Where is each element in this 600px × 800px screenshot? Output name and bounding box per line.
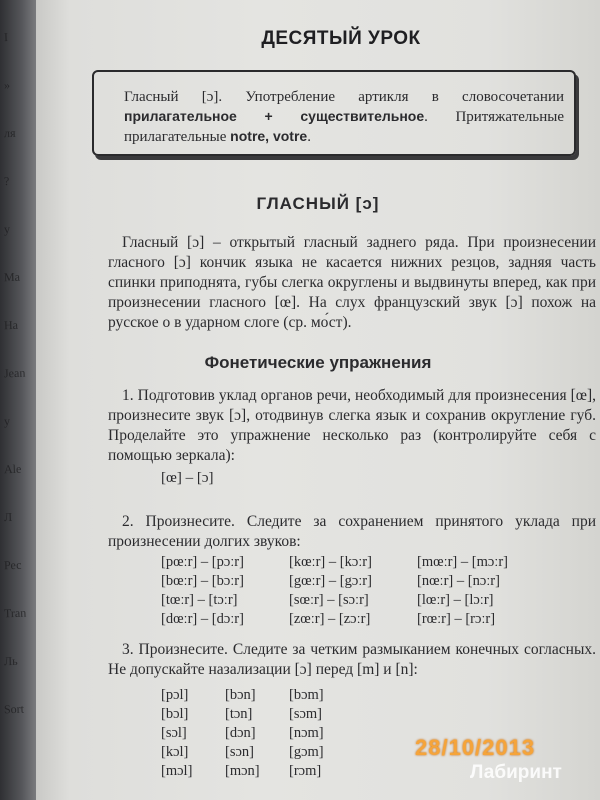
margin-fragment: Jean bbox=[3, 365, 26, 381]
transcription-word: [bɔm] bbox=[289, 687, 324, 703]
exercise-2 bbox=[108, 512, 596, 552]
summary-segment: Гласный [ɔ]. Употребление артикля в словосочетании bbox=[124, 89, 564, 105]
margin-fragment: у bbox=[3, 221, 11, 237]
sound-pair: [sœːr] – [sɔːr] bbox=[289, 592, 369, 608]
summary-segment: . Притяжательные прилагательные bbox=[124, 109, 564, 145]
transcription-word: [tɔn] bbox=[225, 706, 253, 722]
margin-fragment: Ha bbox=[3, 317, 19, 333]
transcription-word: [bɔl] bbox=[161, 706, 189, 722]
sound-pair: [nœːr] – [nɔːr] bbox=[417, 573, 500, 589]
margin-fragment: Ма bbox=[3, 269, 21, 285]
sound-pair: [tœːr] – [tɔːr] bbox=[161, 592, 238, 608]
lesson-summary-text bbox=[124, 88, 564, 147]
transcription-word: [mɔn] bbox=[225, 763, 260, 779]
sound-pair: [gœːr] – [gɔːr] bbox=[289, 573, 372, 589]
sound-pair: [lœːr] – [lɔːr] bbox=[417, 592, 494, 608]
pairs-row bbox=[161, 554, 600, 573]
words-row bbox=[161, 725, 353, 744]
transcription-word: [gɔm] bbox=[289, 744, 324, 760]
sound-pair: [rœːr] – [rɔːr] bbox=[417, 611, 496, 627]
book-page bbox=[36, 0, 600, 800]
lesson-title: ДЕСЯТЫЙ УРОК bbox=[261, 28, 421, 49]
exercise-1-text: 1. Подготовив уклад органов речи, необходимый для произнесения [œ], произнесите звук [ɔ], отодвинув слегка язык и сохранив округление губ. Проделайте это упражнение несколько раз (контролируйте себя с помощью зеркала): bbox=[108, 387, 596, 464]
sound-pair: [pœːr] – [pɔːr] bbox=[161, 554, 244, 570]
transcription-word: [sɔn] bbox=[225, 744, 254, 760]
margin-fragment: Рес bbox=[3, 557, 22, 573]
sound-pair: [bœːr] – [bɔːr] bbox=[161, 573, 244, 589]
transcription-word: [bɔn] bbox=[225, 687, 256, 703]
margin-fragment: ля bbox=[3, 125, 16, 141]
sound-pair: [mœːr] – [mɔːr] bbox=[417, 554, 508, 570]
transcription-word: [pɔl] bbox=[161, 687, 189, 703]
labirint-watermark: Лабиринт bbox=[470, 762, 562, 783]
exercise-1-formula: [œ] – [ɔ] bbox=[161, 470, 214, 486]
exercise-1 bbox=[108, 386, 596, 466]
transcription-word: [mɔl] bbox=[161, 763, 193, 779]
date-stamp: 28/10/2013 bbox=[415, 735, 536, 760]
margin-fragment: ? bbox=[3, 173, 10, 189]
transcription-word: [kɔl] bbox=[161, 744, 189, 760]
sound-pair: [kœːr] – [kɔːr] bbox=[289, 554, 372, 570]
margin-fragment: Tran bbox=[3, 605, 27, 621]
words-row bbox=[161, 687, 353, 706]
transcription-word: [nɔm] bbox=[289, 725, 324, 741]
intro-text: Гласный [ɔ] – открытый гласный заднего ряда. При произнесении гласного [ɔ] кончик языка не касается нижних резцов, задняя часть спинки приподнята, губы слегка округлены и выдвинуты вперед, как при произнесении гласного [œ]. На слух французский звук [ɔ] похож на русское о в ударном слоге (ср. мо́ст). bbox=[108, 234, 596, 331]
margin-fragment: у bbox=[3, 413, 11, 429]
exercise-2-text: 2. Произнесите. Следите за сохранением принятого уклада при произнесении долгих звуков: bbox=[108, 513, 596, 550]
phonetic-exercises-heading: Фонетические упражнения bbox=[204, 353, 432, 372]
sound-pair: [zœːr] – [zɔːr] bbox=[289, 611, 371, 627]
margin-fragment: » bbox=[3, 77, 11, 93]
margin-fragment: Ale bbox=[3, 461, 22, 477]
margin-fragment: I bbox=[3, 29, 9, 45]
summary-segment: прилагательное + существительное bbox=[124, 108, 425, 124]
pairs-row bbox=[161, 611, 600, 630]
pairs-row bbox=[161, 573, 600, 592]
transcription-word: [sɔm] bbox=[289, 706, 323, 722]
margin-fragment: Л bbox=[3, 509, 13, 525]
pairs-row bbox=[161, 592, 600, 611]
transcription-word: [sɔl] bbox=[161, 725, 187, 741]
sound-pair: [dœːr] – [dɔːr] bbox=[161, 611, 244, 627]
margin-fragment: Sort bbox=[3, 701, 25, 717]
intro-paragraph bbox=[108, 233, 596, 333]
summary-segment: notre, votre bbox=[230, 128, 308, 144]
vowel-section-heading: ГЛАСНЫЙ [ɔ] bbox=[256, 194, 380, 213]
facing-page-fragments bbox=[0, 0, 36, 800]
words-row bbox=[161, 706, 353, 725]
exercise-2-pairs bbox=[161, 554, 600, 630]
words-row bbox=[161, 744, 353, 763]
exercise-3-words bbox=[161, 687, 353, 782]
transcription-word: [rɔm] bbox=[289, 763, 322, 779]
exercise-3-text: 3. Произнесите. Следите за четким размыканием конечных согласных. Не допускайте назализации [ɔ] перед [m] и [n]: bbox=[108, 641, 596, 678]
words-row bbox=[161, 763, 353, 782]
exercise-3 bbox=[108, 640, 596, 680]
summary-segment: . bbox=[307, 129, 311, 145]
lesson-summary-box bbox=[92, 70, 576, 156]
margin-fragment: Ль bbox=[3, 653, 18, 669]
transcription-word: [dɔn] bbox=[225, 725, 256, 741]
